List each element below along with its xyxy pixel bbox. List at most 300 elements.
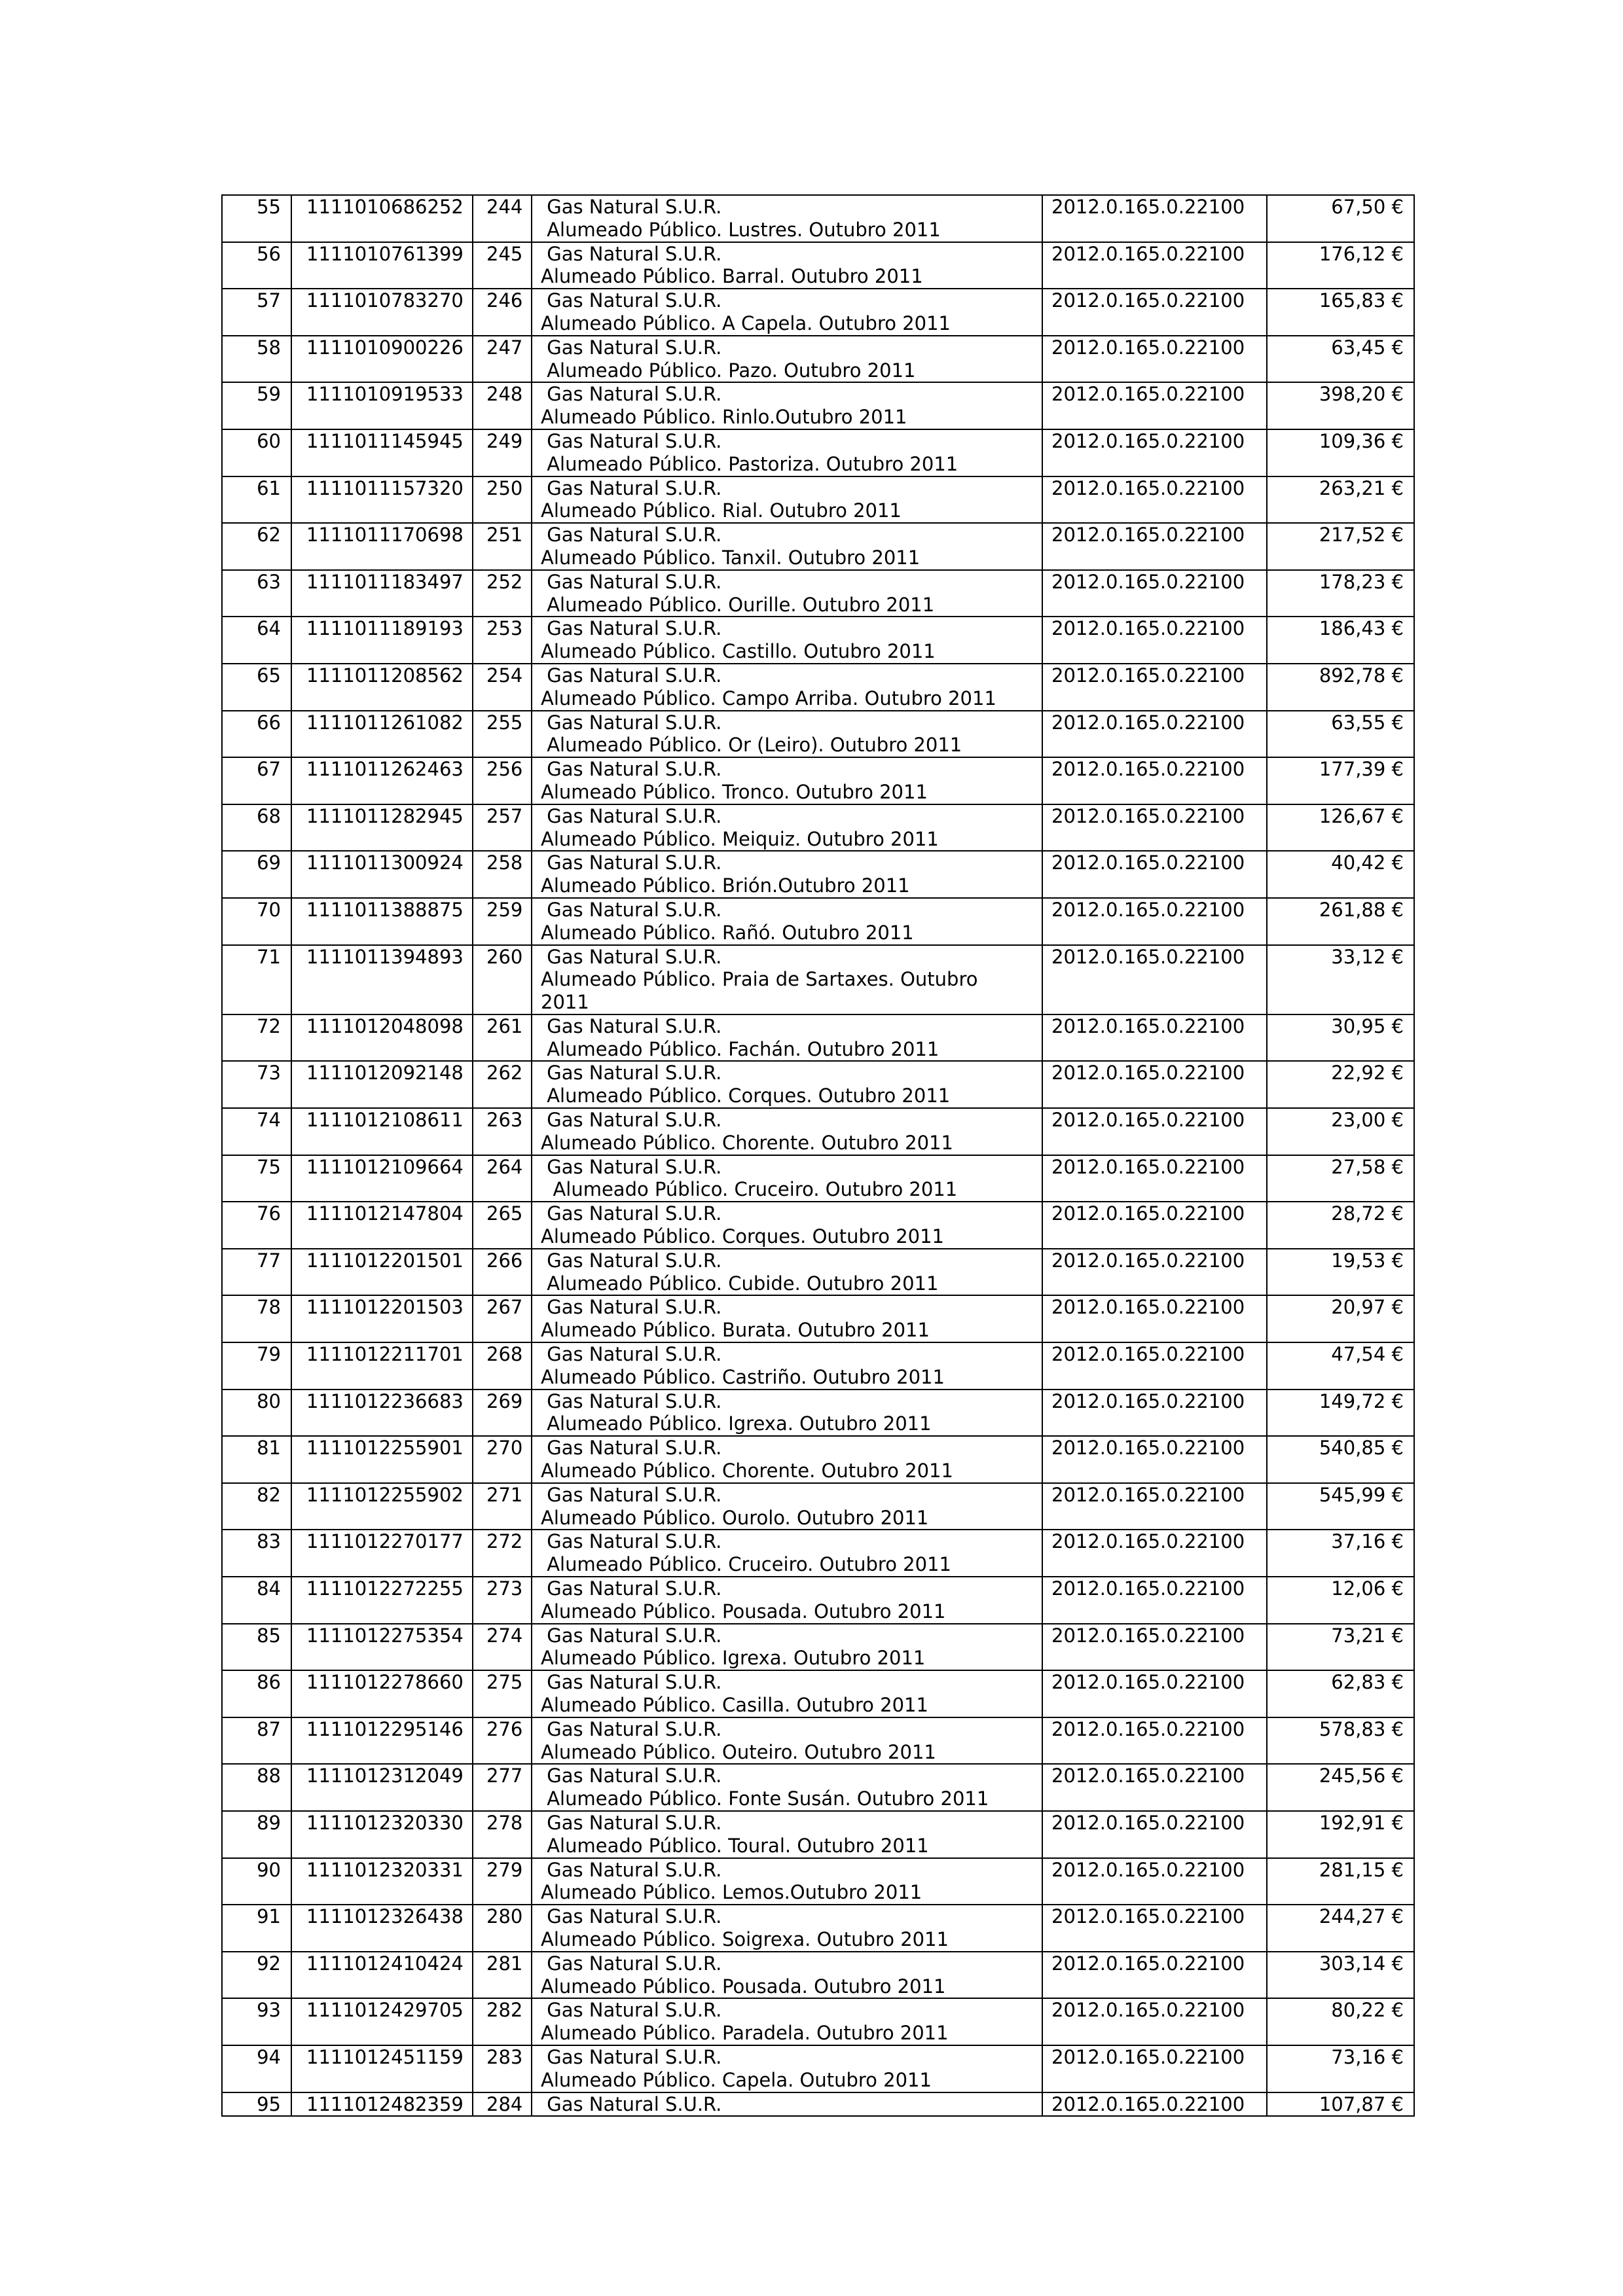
budget-account: 2012.0.165.0.22100 <box>1042 1483 1267 1530</box>
budget-account: 2012.0.165.0.22100 <box>1042 242 1267 289</box>
row-number: 86 <box>222 1670 291 1717</box>
supplier-name: Gas Natural S.U.R. <box>541 1390 722 1412</box>
invoice-number: 1111012255902 <box>291 1483 473 1530</box>
description-detail: Alumeado Público. Campo Arriba. Outubro 2011 <box>541 687 996 709</box>
description-detail: Alumeado Público. Castillo. Outubro 2011 <box>541 640 936 663</box>
invoice-number: 1111011157320 <box>291 476 473 524</box>
amount: 263,21 € <box>1267 476 1414 524</box>
description-cell <box>532 1952 1042 1999</box>
amount: 245,56 € <box>1267 1764 1414 1811</box>
supplier-name: Gas Natural S.U.R. <box>541 617 722 640</box>
invoice-number: 1111012201501 <box>291 1249 473 1296</box>
supplier-name: Gas Natural S.U.R. <box>541 429 722 452</box>
supplier-name: Gas Natural S.U.R. <box>541 1437 722 1460</box>
budget-account: 2012.0.165.0.22100 <box>1042 804 1267 852</box>
invoice-number: 1111011388875 <box>291 898 473 945</box>
entry-number: 266 <box>473 1249 532 1296</box>
table-row <box>222 1905 1414 1952</box>
invoice-number: 1111012211701 <box>291 1342 473 1390</box>
row-number: 58 <box>222 336 291 383</box>
entry-number: 251 <box>473 523 532 570</box>
budget-account: 2012.0.165.0.22100 <box>1042 898 1267 945</box>
supplier-name: Gas Natural S.U.R. <box>541 1671 722 1694</box>
invoice-number: 1111011262463 <box>291 757 473 804</box>
invoice-number: 1111012295146 <box>291 1717 473 1765</box>
invoice-number: 1111011145945 <box>291 429 473 476</box>
budget-account: 2012.0.165.0.22100 <box>1042 1249 1267 1296</box>
description-detail: Alumeado Público. Pousada. Outubro 2011 <box>541 1600 946 1623</box>
description-cell <box>532 195 1042 242</box>
invoice-number: 1111012109664 <box>291 1155 473 1202</box>
supplier-name: Gas Natural S.U.R. <box>541 2092 722 2115</box>
supplier-name: Gas Natural S.U.R. <box>541 1109 722 1132</box>
description-cell <box>532 1670 1042 1717</box>
amount: 192,91 € <box>1267 1811 1414 1858</box>
description-detail: Alumeado Público. Or (Leiro). Outubro 2011 <box>541 734 962 757</box>
budget-account: 2012.0.165.0.22100 <box>1042 2092 1267 2117</box>
description-cell <box>532 336 1042 383</box>
budget-account: 2012.0.165.0.22100 <box>1042 382 1267 429</box>
supplier-name: Gas Natural S.U.R. <box>541 476 722 499</box>
row-number: 65 <box>222 664 291 711</box>
description-cell <box>532 1530 1042 1577</box>
amount: 33,12 € <box>1267 945 1414 1014</box>
supplier-name: Gas Natural S.U.R. <box>541 804 722 827</box>
budget-account: 2012.0.165.0.22100 <box>1042 570 1267 617</box>
amount: 176,12 € <box>1267 242 1414 289</box>
table-row <box>222 1155 1414 1202</box>
description-detail: Alumeado Público. Fachán. Outubro 2011 <box>541 1037 939 1060</box>
row-number: 75 <box>222 1155 291 1202</box>
description-detail: Alumeado Público. Igrexa. Outubro 2011 <box>541 1647 926 1670</box>
entry-number: 257 <box>473 804 532 852</box>
description-detail: Alumeado Público. Cruceiro. Outubro 2011 <box>541 1178 958 1201</box>
table-row <box>222 1483 1414 1530</box>
supplier-name: Gas Natural S.U.R. <box>541 1905 722 1928</box>
budget-account: 2012.0.165.0.22100 <box>1042 1905 1267 1952</box>
description-cell <box>532 1811 1042 1858</box>
amount: 540,85 € <box>1267 1436 1414 1483</box>
description-cell <box>532 2092 1042 2117</box>
amount: 30,95 € <box>1267 1014 1414 1062</box>
table-row <box>222 2045 1414 2092</box>
description-cell <box>532 382 1042 429</box>
amount: 892,78 € <box>1267 664 1414 711</box>
table-row <box>222 1202 1414 1249</box>
table-row <box>222 476 1414 524</box>
entry-number: 263 <box>473 1108 532 1155</box>
row-number: 94 <box>222 2045 291 2092</box>
row-number: 82 <box>222 1483 291 1530</box>
entry-number: 252 <box>473 570 532 617</box>
supplier-name: Gas Natural S.U.R. <box>541 1530 722 1553</box>
supplier-name: Gas Natural S.U.R. <box>541 242 722 265</box>
amount: 165,83 € <box>1267 289 1414 336</box>
invoice-table-body <box>222 195 1414 2116</box>
invoice-number: 1111011300924 <box>291 851 473 898</box>
invoice-number: 1111012272255 <box>291 1577 473 1624</box>
invoice-number: 1111012270177 <box>291 1530 473 1577</box>
description-cell <box>532 1155 1042 1202</box>
invoice-number: 1111010783270 <box>291 289 473 336</box>
description-cell <box>532 570 1042 617</box>
row-number: 55 <box>222 195 291 242</box>
invoice-number: 1111012410424 <box>291 1952 473 1999</box>
row-number: 71 <box>222 945 291 1014</box>
table-row <box>222 570 1414 617</box>
description-detail: Alumeado Público. Corques. Outubro 2011 <box>541 1225 944 1248</box>
budget-account: 2012.0.165.0.22100 <box>1042 523 1267 570</box>
table-row <box>222 1061 1414 1108</box>
budget-account: 2012.0.165.0.22100 <box>1042 1952 1267 1999</box>
entry-number: 269 <box>473 1390 532 1437</box>
supplier-name: Gas Natural S.U.R. <box>541 1765 722 1787</box>
description-detail: Alumeado Público. Paradela. Outubro 2011 <box>541 2022 949 2045</box>
invoice-number: 1111010919533 <box>291 382 473 429</box>
amount: 80,22 € <box>1267 1998 1414 2045</box>
description-detail: Alumeado Público. Meiquiz. Outubro 2011 <box>541 827 939 850</box>
description-detail: Alumeado Público. Fonte Susán. Outubro 2011 <box>541 1787 989 1810</box>
invoice-number: 1111012236683 <box>291 1390 473 1437</box>
amount: 303,14 € <box>1267 1952 1414 1999</box>
description-cell <box>532 617 1042 664</box>
table-row <box>222 804 1414 852</box>
row-number: 80 <box>222 1390 291 1437</box>
description-cell <box>532 1483 1042 1530</box>
supplier-name: Gas Natural S.U.R. <box>541 1202 722 1225</box>
entry-number: 270 <box>473 1436 532 1483</box>
budget-account: 2012.0.165.0.22100 <box>1042 945 1267 1014</box>
entry-number: 282 <box>473 1998 532 2045</box>
amount: 177,39 € <box>1267 757 1414 804</box>
amount: 217,52 € <box>1267 523 1414 570</box>
row-number: 85 <box>222 1624 291 1671</box>
supplier-name: Gas Natural S.U.R. <box>541 383 722 406</box>
invoice-number: 1111011170698 <box>291 523 473 570</box>
invoice-number: 1111011183497 <box>291 570 473 617</box>
entry-number: 275 <box>473 1670 532 1717</box>
budget-account: 2012.0.165.0.22100 <box>1042 1108 1267 1155</box>
invoice-number: 1111011208562 <box>291 664 473 711</box>
budget-account: 2012.0.165.0.22100 <box>1042 851 1267 898</box>
supplier-name: Gas Natural S.U.R. <box>541 1952 722 1975</box>
description-cell <box>532 1342 1042 1390</box>
invoice-number: 1111012312049 <box>291 1764 473 1811</box>
supplier-name: Gas Natural S.U.R. <box>541 1062 722 1085</box>
table-row <box>222 1342 1414 1390</box>
entry-number: 278 <box>473 1811 532 1858</box>
entry-number: 249 <box>473 429 532 476</box>
amount: 63,55 € <box>1267 711 1414 758</box>
description-detail: Alumeado Público. Chorente. Outubro 2011 <box>541 1131 953 1154</box>
row-number: 59 <box>222 382 291 429</box>
amount: 47,54 € <box>1267 1342 1414 1390</box>
table-row <box>222 1108 1414 1155</box>
entry-number: 283 <box>473 2045 532 2092</box>
table-row <box>222 242 1414 289</box>
table-row <box>222 1014 1414 1062</box>
entry-number: 253 <box>473 617 532 664</box>
description-cell <box>532 429 1042 476</box>
entry-number: 256 <box>473 757 532 804</box>
description-cell <box>532 1998 1042 2045</box>
table-row <box>222 898 1414 945</box>
entry-number: 264 <box>473 1155 532 1202</box>
invoice-number: 1111012275354 <box>291 1624 473 1671</box>
invoice-number: 1111010900226 <box>291 336 473 383</box>
amount: 19,53 € <box>1267 1249 1414 1296</box>
budget-account: 2012.0.165.0.22100 <box>1042 1202 1267 1249</box>
description-detail: Alumeado Público. Barral. Outubro 2011 <box>541 265 923 288</box>
supplier-name: Gas Natural S.U.R. <box>541 1858 722 1881</box>
row-number: 84 <box>222 1577 291 1624</box>
table-row <box>222 382 1414 429</box>
budget-account: 2012.0.165.0.22100 <box>1042 1436 1267 1483</box>
supplier-name: Gas Natural S.U.R. <box>541 852 722 874</box>
row-number: 72 <box>222 1014 291 1062</box>
amount: 63,45 € <box>1267 336 1414 383</box>
invoice-number: 1111012147804 <box>291 1202 473 1249</box>
table-row <box>222 1670 1414 1717</box>
row-number: 87 <box>222 1717 291 1765</box>
supplier-name: Gas Natural S.U.R. <box>541 1343 722 1366</box>
table-row <box>222 1624 1414 1671</box>
description-detail: Alumeado Público. Cubide. Outubro 2011 <box>541 1272 939 1295</box>
amount: 12,06 € <box>1267 1577 1414 1624</box>
invoice-table <box>221 194 1415 2117</box>
table-row <box>222 617 1414 664</box>
table-row <box>222 1577 1414 1624</box>
amount: 281,15 € <box>1267 1858 1414 1905</box>
row-number: 88 <box>222 1764 291 1811</box>
description-cell <box>532 1295 1042 1342</box>
description-detail: Alumeado Público. Rañó. Outubro 2011 <box>541 921 914 944</box>
invoice-number: 1111011189193 <box>291 617 473 664</box>
table-row <box>222 1811 1414 1858</box>
supplier-name: Gas Natural S.U.R. <box>541 1577 722 1600</box>
supplier-name: Gas Natural S.U.R. <box>541 524 722 547</box>
description-cell <box>532 523 1042 570</box>
description-detail: Alumeado Público. Soigrexa. Outubro 2011 <box>541 1928 949 1950</box>
invoice-number: 1111012255901 <box>291 1436 473 1483</box>
budget-account: 2012.0.165.0.22100 <box>1042 1530 1267 1577</box>
row-number: 77 <box>222 1249 291 1296</box>
budget-account: 2012.0.165.0.22100 <box>1042 1390 1267 1437</box>
description-detail: Alumeado Público. Pousada. Outubro 2011 <box>541 1975 946 1998</box>
description-detail: Alumeado Público. Toural. Outubro 2011 <box>541 1834 929 1857</box>
table-row <box>222 289 1414 336</box>
entry-number: 246 <box>473 289 532 336</box>
entry-number: 271 <box>473 1483 532 1530</box>
table-row <box>222 195 1414 242</box>
description-cell <box>532 1108 1042 1155</box>
description-detail: Alumeado Público. Igrexa. Outubro 2011 <box>541 1412 932 1435</box>
row-number: 66 <box>222 711 291 758</box>
description-detail: Alumeado Público. Praia de Sartaxes. Outubro 2011 <box>541 968 984 1014</box>
description-cell <box>532 945 1042 1014</box>
description-cell <box>532 898 1042 945</box>
description-cell <box>532 289 1042 336</box>
description-detail: Alumeado Público. Pastoriza. Outubro 2011 <box>541 452 958 475</box>
budget-account: 2012.0.165.0.22100 <box>1042 1155 1267 1202</box>
invoice-number: 1111010686252 <box>291 195 473 242</box>
supplier-name: Gas Natural S.U.R. <box>541 570 722 593</box>
entry-number: 272 <box>473 1530 532 1577</box>
budget-account: 2012.0.165.0.22100 <box>1042 1014 1267 1062</box>
entry-number: 250 <box>473 476 532 524</box>
amount: 73,16 € <box>1267 2045 1414 2092</box>
entry-number: 244 <box>473 195 532 242</box>
description-detail: Alumeado Público. Corques. Outubro 2011 <box>541 1085 951 1107</box>
entry-number: 247 <box>473 336 532 383</box>
row-number: 63 <box>222 570 291 617</box>
table-row <box>222 757 1414 804</box>
table-row <box>222 1717 1414 1765</box>
description-detail: Alumeado Público. Outeiro. Outubro 2011 <box>541 1740 936 1763</box>
amount: 37,16 € <box>1267 1530 1414 1577</box>
table-row <box>222 2092 1414 2117</box>
table-row <box>222 1295 1414 1342</box>
row-number: 69 <box>222 851 291 898</box>
description-detail: Alumeado Público. Cruceiro. Outubro 2011 <box>541 1553 951 1576</box>
budget-account: 2012.0.165.0.22100 <box>1042 1858 1267 1905</box>
supplier-name: Gas Natural S.U.R. <box>541 1999 722 2022</box>
row-number: 93 <box>222 1998 291 2045</box>
table-row <box>222 1249 1414 1296</box>
table-row <box>222 1858 1414 1905</box>
invoice-number: 1111010761399 <box>291 242 473 289</box>
table-row <box>222 429 1414 476</box>
supplier-name: Gas Natural S.U.R. <box>541 1014 722 1037</box>
table-row <box>222 336 1414 383</box>
description-cell <box>532 664 1042 711</box>
description-detail: Alumeado Público. A Capela. Outubro 2011 <box>541 312 951 334</box>
entry-number: 265 <box>473 1202 532 1249</box>
invoice-number: 1111012092148 <box>291 1061 473 1108</box>
budget-account: 2012.0.165.0.22100 <box>1042 1061 1267 1108</box>
supplier-name: Gas Natural S.U.R. <box>541 1249 722 1272</box>
table-row <box>222 851 1414 898</box>
budget-account: 2012.0.165.0.22100 <box>1042 1764 1267 1811</box>
description-cell <box>532 757 1042 804</box>
description-cell <box>532 1717 1042 1765</box>
budget-account: 2012.0.165.0.22100 <box>1042 664 1267 711</box>
amount: 261,88 € <box>1267 898 1414 945</box>
amount: 149,72 € <box>1267 1390 1414 1437</box>
budget-account: 2012.0.165.0.22100 <box>1042 1717 1267 1765</box>
invoice-number: 1111011282945 <box>291 804 473 852</box>
supplier-name: Gas Natural S.U.R. <box>541 2045 722 2068</box>
description-cell <box>532 1577 1042 1624</box>
entry-number: 258 <box>473 851 532 898</box>
amount: 178,23 € <box>1267 570 1414 617</box>
description-cell <box>532 2045 1042 2092</box>
description-detail: Alumeado Público. Capela. Outubro 2011 <box>541 2068 932 2091</box>
description-detail: Alumeado Público. Lustres. Outubro 2011 <box>541 218 941 241</box>
invoice-number: 1111012451159 <box>291 2045 473 2092</box>
supplier-name: Gas Natural S.U.R. <box>541 289 722 312</box>
entry-number: 245 <box>473 242 532 289</box>
budget-account: 2012.0.165.0.22100 <box>1042 2045 1267 2092</box>
row-number: 68 <box>222 804 291 852</box>
row-number: 79 <box>222 1342 291 1390</box>
supplier-name: Gas Natural S.U.R. <box>541 898 722 921</box>
invoice-number: 1111011261082 <box>291 711 473 758</box>
description-detail: Alumeado Público. Pazo. Outubro 2011 <box>541 359 916 382</box>
entry-number: 279 <box>473 1858 532 1905</box>
table-row <box>222 664 1414 711</box>
invoice-number: 1111012108611 <box>291 1108 473 1155</box>
table-row <box>222 1390 1414 1437</box>
row-number: 60 <box>222 429 291 476</box>
description-cell <box>532 1624 1042 1671</box>
amount: 67,50 € <box>1267 195 1414 242</box>
table-row <box>222 1436 1414 1483</box>
description-detail: Alumeado Público. Casilla. Outubro 2011 <box>541 1694 928 1716</box>
supplier-name: Gas Natural S.U.R. <box>541 711 722 734</box>
amount: 62,83 € <box>1267 1670 1414 1717</box>
description-detail: Alumeado Público. Castriño. Outubro 2011 <box>541 1365 945 1388</box>
row-number: 89 <box>222 1811 291 1858</box>
budget-account: 2012.0.165.0.22100 <box>1042 1342 1267 1390</box>
row-number: 91 <box>222 1905 291 1952</box>
amount: 22,92 € <box>1267 1061 1414 1108</box>
description-cell <box>532 1014 1042 1062</box>
description-cell <box>532 1061 1042 1108</box>
budget-account: 2012.0.165.0.22100 <box>1042 289 1267 336</box>
entry-number: 267 <box>473 1295 532 1342</box>
description-detail: Alumeado Público. Burata. Outubro 2011 <box>541 1319 930 1342</box>
description-cell <box>532 1202 1042 1249</box>
supplier-name: Gas Natural S.U.R. <box>541 1811 722 1834</box>
description-cell <box>532 1905 1042 1952</box>
budget-account: 2012.0.165.0.22100 <box>1042 195 1267 242</box>
amount: 27,58 € <box>1267 1155 1414 1202</box>
entry-number: 274 <box>473 1624 532 1671</box>
row-number: 78 <box>222 1295 291 1342</box>
invoice-number: 1111012320331 <box>291 1858 473 1905</box>
amount: 545,99 € <box>1267 1483 1414 1530</box>
invoice-number: 1111012048098 <box>291 1014 473 1062</box>
budget-account: 2012.0.165.0.22100 <box>1042 336 1267 383</box>
amount: 73,21 € <box>1267 1624 1414 1671</box>
description-cell <box>532 1764 1042 1811</box>
budget-account: 2012.0.165.0.22100 <box>1042 1811 1267 1858</box>
budget-account: 2012.0.165.0.22100 <box>1042 711 1267 758</box>
row-number: 62 <box>222 523 291 570</box>
supplier-name: Gas Natural S.U.R. <box>541 196 722 218</box>
table-row <box>222 523 1414 570</box>
supplier-name: Gas Natural S.U.R. <box>541 1483 722 1506</box>
description-detail: Alumeado Público. Tronco. Outubro 2011 <box>541 780 928 803</box>
table-row <box>222 1952 1414 1999</box>
budget-account: 2012.0.165.0.22100 <box>1042 429 1267 476</box>
amount: 109,36 € <box>1267 429 1414 476</box>
table-row <box>222 711 1414 758</box>
amount: 244,27 € <box>1267 1905 1414 1952</box>
row-number: 64 <box>222 617 291 664</box>
description-detail: Alumeado Público. Ourolo. Outubro 2011 <box>541 1506 929 1529</box>
invoice-number: 1111012429705 <box>291 1998 473 2045</box>
description-cell <box>532 242 1042 289</box>
entry-number: 268 <box>473 1342 532 1390</box>
row-number: 74 <box>222 1108 291 1155</box>
amount: 23,00 € <box>1267 1108 1414 1155</box>
budget-account: 2012.0.165.0.22100 <box>1042 1295 1267 1342</box>
description-detail: Alumeado Público. Ourille. Outubro 2011 <box>541 593 935 616</box>
entry-number: 281 <box>473 1952 532 1999</box>
amount: 578,83 € <box>1267 1717 1414 1765</box>
